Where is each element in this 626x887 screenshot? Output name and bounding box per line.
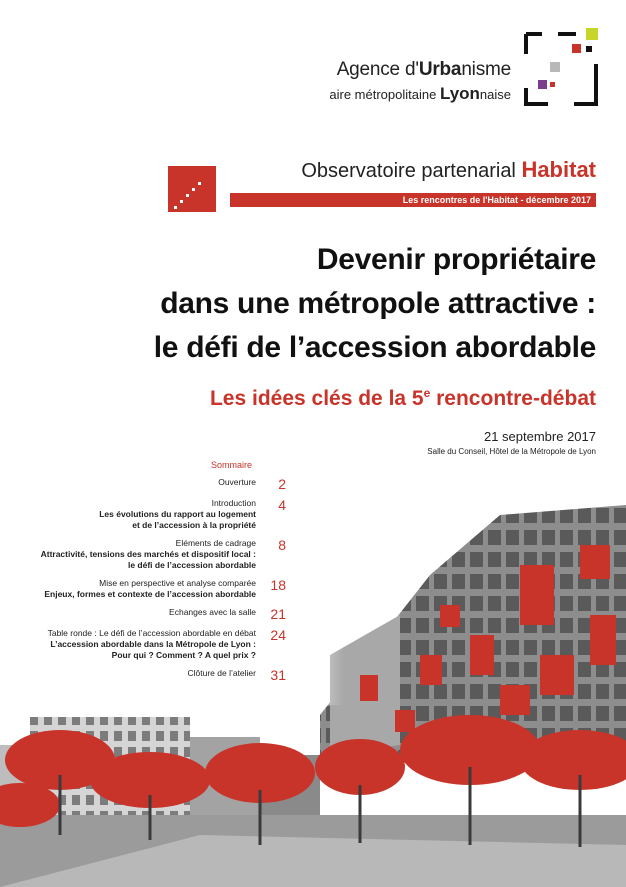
agency-line2-post: naise <box>479 87 511 102</box>
summary-entry[interactable] <box>26 668 286 682</box>
summary-entry-title: Clôture de l’atelier <box>187 668 256 678</box>
agency-line1-bold: Urba <box>418 59 462 80</box>
summary-entry-text <box>44 578 256 600</box>
summary-entry-title: Table ronde : Le défi de l’accession abordable en débat <box>47 628 256 638</box>
agency-line2-pre: aire métropolitaine <box>329 87 440 102</box>
summary-entry-page: 18 <box>270 577 286 593</box>
summary-entry[interactable] <box>26 607 286 621</box>
banner-text: Les rencontres de l'Habitat - décembre <box>402 195 571 205</box>
agency-logo-icon <box>520 28 602 110</box>
main-title <box>154 238 596 370</box>
banner-bar <box>230 193 596 207</box>
title-line-2: dans une métropole attractive : <box>160 287 596 320</box>
summary-entry-subtitle: Pour qui ? Comment ? A quel prix ? <box>111 650 256 660</box>
summary-entry-text <box>48 628 256 661</box>
title-line-3: le défi de l’accession abordable <box>153 331 596 364</box>
summary-entry-title: Echanges avec la salle <box>169 607 256 617</box>
summary-entry-subtitle: Attractivité, tensions des marchés et dispositif local : <box>40 549 256 559</box>
summary-entry-subtitle: et de l’accession à la propriété <box>132 520 256 530</box>
summary-entry-page: 24 <box>270 627 286 643</box>
summary-entry-page: 8 <box>278 537 286 553</box>
summary-entry[interactable] <box>26 578 286 600</box>
observatoire-prefix: Observatoire partenarial <box>301 160 522 182</box>
event-date: 21 septembre 2017 <box>483 429 596 444</box>
observatoire-highlight: Habitat <box>521 157 596 182</box>
summary-entry-page: 21 <box>270 606 286 622</box>
summary-entry-page: 4 <box>278 497 286 513</box>
subtitle-pre: Les idées clés de la 5 <box>209 387 424 410</box>
summary-entry-text <box>41 538 256 571</box>
title-line-1: Devenir propriétaire <box>316 243 596 276</box>
subtitle-sup: e <box>423 386 431 400</box>
event-venue: Salle du Conseil, Hôtel de la Métropole de Lyon <box>427 447 596 456</box>
summary-entry[interactable] <box>26 477 286 491</box>
agency-line-1 <box>329 60 511 79</box>
summary-entry-subtitle: Enjeux, formes et contexte de l’accession abordable <box>44 589 256 599</box>
summary-heading: Sommaire <box>210 460 252 470</box>
summary-entry-text <box>169 607 256 618</box>
summary-entry-title: Ouverture <box>218 477 256 487</box>
summary-entry[interactable] <box>26 628 286 661</box>
agency-line1-pre: Agence d' <box>336 59 419 80</box>
summary-entry-text <box>99 498 256 531</box>
summary-entry-title: Mise en perspective et analyse comparée <box>99 578 256 588</box>
summary-entry[interactable] <box>26 498 286 531</box>
agency-line-2 <box>329 85 511 102</box>
subtitle <box>210 386 596 411</box>
summary-entry-text <box>187 668 256 679</box>
agency-name <box>329 60 511 102</box>
summary-entry-page: 31 <box>270 667 286 683</box>
summary-entry[interactable] <box>26 538 286 571</box>
summary-entry-title: Introduction <box>211 498 256 508</box>
summary-entry-subtitle: L’accession abordable dans la Métropole de Lyon : <box>50 639 256 649</box>
observatoire-title <box>301 157 596 183</box>
decorative-square-icon <box>168 166 216 212</box>
agency-line2-bold: Lyon <box>439 84 480 103</box>
banner-year: 2017 <box>570 195 591 205</box>
summary-entry-subtitle: Les évolutions du rapport au logement <box>99 509 256 519</box>
subtitle-post: rencontre-débat <box>430 387 596 410</box>
summary-entry-page: 2 <box>278 476 286 492</box>
summary-entry-text <box>218 477 256 488</box>
summary-entry-subtitle: le défi de l’accession abordable <box>127 560 256 570</box>
agency-line1-post: nisme <box>461 59 511 80</box>
table-of-contents <box>26 460 286 689</box>
summary-entry-title: Eléments de cadrage <box>175 538 256 548</box>
